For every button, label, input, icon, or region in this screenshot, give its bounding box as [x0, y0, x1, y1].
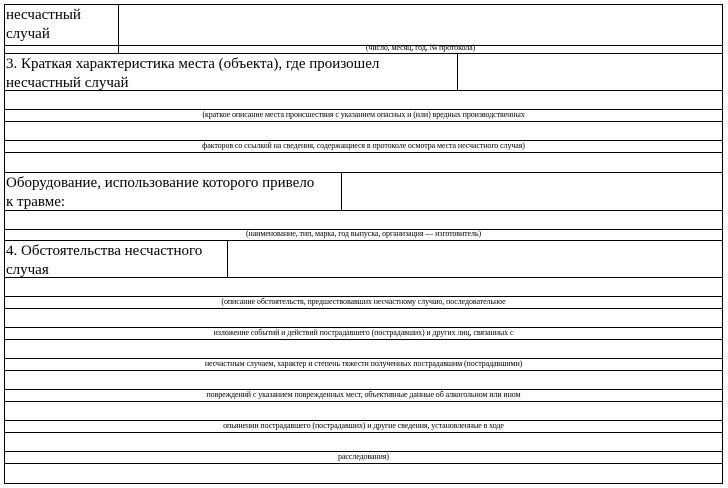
caption-equipment: (наименование, тип, марка, год выпуска, организация — изготовитель) [245, 229, 482, 238]
equipment-field[interactable] [342, 173, 722, 210]
form-border-bottom [4, 483, 723, 484]
rule [4, 401, 723, 402]
rule [4, 308, 723, 309]
rule [4, 432, 723, 433]
label-line: случая [6, 262, 49, 278]
circumstances-field[interactable] [228, 241, 722, 277]
section4-label [6, 242, 202, 280]
caption-circumstances-2: изложение событий и действий пострадавшего (пострадавших) и других лиц, связанных с [213, 328, 514, 337]
caption-place-factors: факторов со ссылкой на сведения, содержащиеся в протоколе осмотра места несчастного случая) [202, 141, 525, 150]
investigation-form [4, 4, 723, 484]
rule [4, 463, 723, 464]
place-description-field[interactable] [458, 54, 722, 90]
caption-circumstances-5: опьянении пострадавшего (пострадавших) и другие сведения, установленные в ходе [223, 421, 504, 430]
caption-circumstances-3: несчастным случаем, характер и степень тяжести полученных пострадавшим (пострадавшими) [204, 359, 523, 368]
rule [4, 121, 723, 122]
label-line: случай [6, 26, 50, 42]
section3-label [6, 55, 379, 93]
section2-label [6, 6, 81, 44]
label-line: несчастный случай [6, 75, 129, 91]
caption-circumstances-4: повреждений с указанием поврежденных мест, объективные данные об алкогольном или ином [206, 390, 521, 399]
form-border-right [722, 4, 723, 484]
label-line: 3. Краткая характеристика места (объекта), где произошел [6, 56, 380, 72]
caption-date-protocol: (число, месяц, год, № протокола) [365, 43, 476, 52]
label-line: несчастный [6, 7, 81, 23]
rule [4, 370, 723, 371]
label-line: к травме: [6, 194, 66, 210]
caption-circumstances-1: (описание обстоятельств, предшествовавших несчастному случаю, последовательное [221, 297, 506, 306]
accident-date-field[interactable] [119, 5, 722, 45]
caption-circumstances-6: расследования) [338, 452, 389, 461]
form-border-left [4, 4, 5, 484]
rule [4, 152, 723, 153]
rule [4, 339, 723, 340]
equipment-label [6, 174, 314, 212]
caption-place-description: (краткое описание места происшествия с указанием опасных и (или) вредных производственных [202, 110, 525, 119]
label-line: 4. Обстоятельства несчастного [6, 243, 203, 259]
label-line: Оборудование, использование которого привело [6, 175, 315, 191]
